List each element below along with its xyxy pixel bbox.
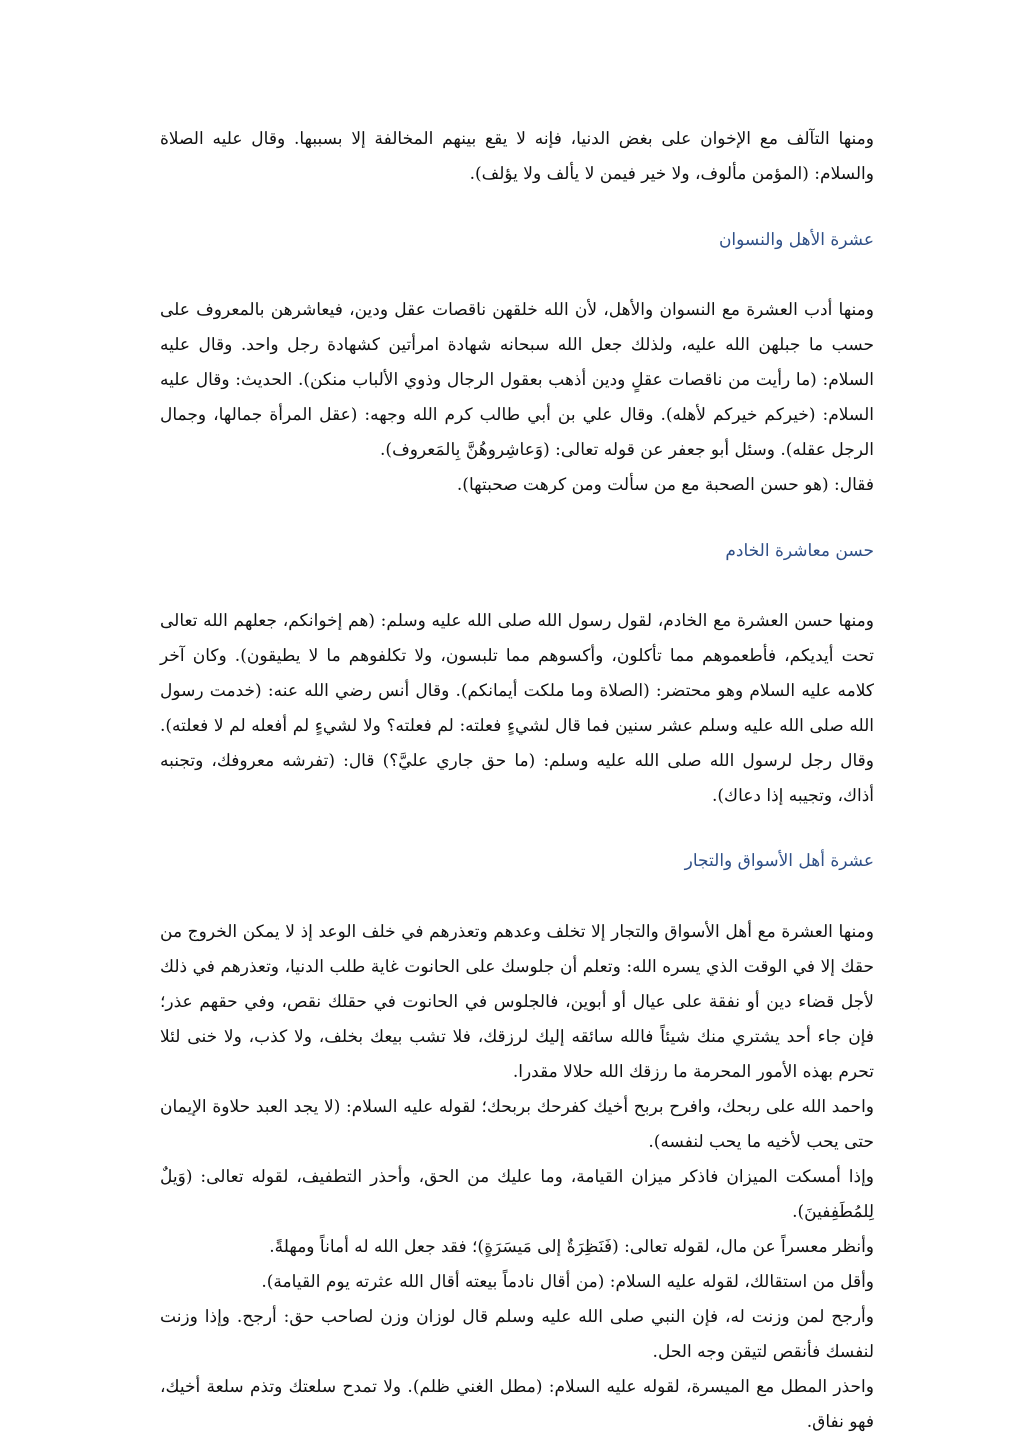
paragraph: وإذا أمسكت الميزان فاذكر ميزان القيامة، وما عليك من الحق، وأحذر التطفيف، لقوله تعالى: (وَيلٌ لِلمُطَفِفينَ). (160, 1167, 874, 1222)
paragraph: فقال: (هو حسن الصحبة مع من سألت ومن كرهت صحبتها). (456, 475, 874, 495)
paragraph: وأرجح لمن وزنت له، فإن النبي صلى الله عليه وسلم قال لوزان وزن لصاحب حق: أرجح. وإذا وزنت لنفسك فأنقص لتيقن وجه الحل. (160, 1307, 874, 1362)
paragraph: واحمد الله على ربحك، وافرح بربح أخيك كفرحك بربحك؛ لقوله عليه السلام: (لا يجد العبد حلاوة الإيمان حتى يحب لأخيه ما يحب لنفسه). (160, 1097, 874, 1152)
section-heading: حسن معاشرة الخادم (725, 541, 874, 561)
paragraph: وأنظر معسراً عن مال، لقوله تعالى: (فَنَظِرَةٌ إلى مَيسَرَةٍ)؛ فقد جعل الله له أماناً ومهلةً. (269, 1237, 874, 1257)
paragraph: ومنها العشرة مع أهل الأسواق والتجار إلا تخلف وعدهم وتعذرهم في خلف الوعد إذ لا يمكن الخروج من حقك إلا في الوقت الذي يسره الله: وتعلم أن جلوسك على الحانوت غاية طلب الدنيا، وتعذرهم في ذلك لأجل قضاء دين أو نفقة على عيال أو أبوين، فالجلوس في الحانوت في حقلك نقص، وفي حقهم عذر؛ فإن جاء أحد يشتري منك شيئاً فالله سائقه إليك لرزقك، فلا تشب بيعك بخلف، ولا كذب، ولا خنى لئلا تحرم بهذه الأمور المحرمة ما رزقك الله حلالا مقدرا. (160, 922, 874, 1082)
paragraph: وأقل من استقالك، لقوله عليه السلام: (من أقال نادماً بيعته أقال الله عثرته يوم القيامة). (261, 1272, 874, 1292)
paragraph: ومنها أدب العشرة مع النسوان والأهل، لأن الله خلقهن ناقصات عقل ودين، فيعاشرهن بالمعروف على حسب ما جبلهن الله عليه، ولذلك جعل الله سبحانه شهادة امرأتين كشهادة رجل واحد. وقال عليه السلام: (ما رأيت من ناقصات عقلٍ ودين أذهب بعقول الرجال وذوي الألباب منكن). الحديث: وقال عليه السلام: (خيركم خيركم لأهله). وقال علي بن أبي طالب كرم الله وجهه: (عقل المرأة جمالها، وجمال الرجل عقله). وسئل أبو جعفر عن قوله تعالى: (وَعاشِروهُنَّ بِالمَعروف). (160, 300, 874, 460)
document-page (160, 122, 874, 1440)
paragraph: ومنها حسن العشرة مع الخادم، لقول رسول الله صلى الله عليه وسلم: (هم إخوانكم، جعلهم الله تعالى تحت أيديكم، فأطعموهم مما تأكلون، وأكسوهم مما تلبسون، ولا تكلفوهم ما لا يطيقون). وكان آخر كلامه عليه السلام وهو محتضر: (الصلاة وما ملكت أيمانكم). وقال أنس رضي الله عنه: (خدمت رسول الله صلى الله عليه وسلم عشر سنين فما قال لشيءٍ فعلته: لم فعلته؟ ولا لشيءٍ لم أفعله لم لا فعلته). وقال رجل لرسول الله صلى الله عليه وسلم: (ما حق جاري عليَّ؟) قال: (تفرشه معروفك، وتجنبه أذاك، وتجيبه إذا دعاك). (160, 611, 874, 806)
section-heading: عشرة الأهل والنسوان (718, 230, 874, 250)
paragraph: ومنها التآلف مع الإخوان على بغض الدنيا، فإنه لا يقع بينهم المخالفة إلا بسببها. وقال عليه الصلاة والسلام: (المؤمن مألوف، ولا خير فيمن لا يألف ولا يؤلف). (160, 129, 874, 184)
section-heading: عشرة أهل الأسواق والتجار (684, 851, 874, 871)
paragraph: واحذر المطل مع الميسرة، لقوله عليه السلام: (مطل الغني ظلم). ولا تمدح سلعتك وتذم سلعة أخيك، فهو نفاق. (160, 1377, 874, 1432)
